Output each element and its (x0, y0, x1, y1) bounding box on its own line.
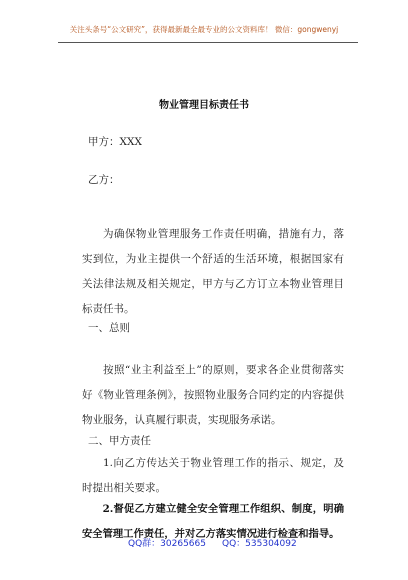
section1-paragraph: 按照“业主利益至上”的原则，要求各企业贯彻落实好《物业管理条例》，按照物业服务合同约定的内容提供物业服务，认真履行职责，实现服务承诺。 (82, 364, 344, 426)
section2-item2: 2.督促乙方建立健全安全管理工作组织、制度，明确安全管理工作责任，并对乙方落实情况进行检查和指导。 (82, 503, 344, 540)
section1-heading: 一、总则 (88, 322, 130, 334)
footer-qq-group: QQ群：30265665 (128, 539, 206, 549)
header-promo-note: 关注头条号“公文研究”，获得最新最全最专业的公文资料库！ 微信：gongwenyj (69, 25, 339, 34)
party-b-line: 乙方： (88, 174, 120, 186)
header-divider (58, 42, 358, 43)
party-a-line: 甲方：XXX (88, 136, 142, 148)
section2-heading: 二、甲方责任 (88, 435, 151, 447)
document-title: 物业管理目标责任书 (159, 100, 249, 111)
section2-item1: 1.向乙方传达关于物业管理工作的指示、规定，及时提出相关要求。 (82, 457, 344, 494)
intro-paragraph: 为确保物业管理服务工作责任明确，措施有力，落实到位，为业主提供一个舒适的生活环境，根据国家有关法律法规及相关规定，甲方与乙方订立本物业管理目标责任书。 (82, 228, 344, 315)
footer-qq-number: QQ：535304092 (222, 539, 297, 549)
